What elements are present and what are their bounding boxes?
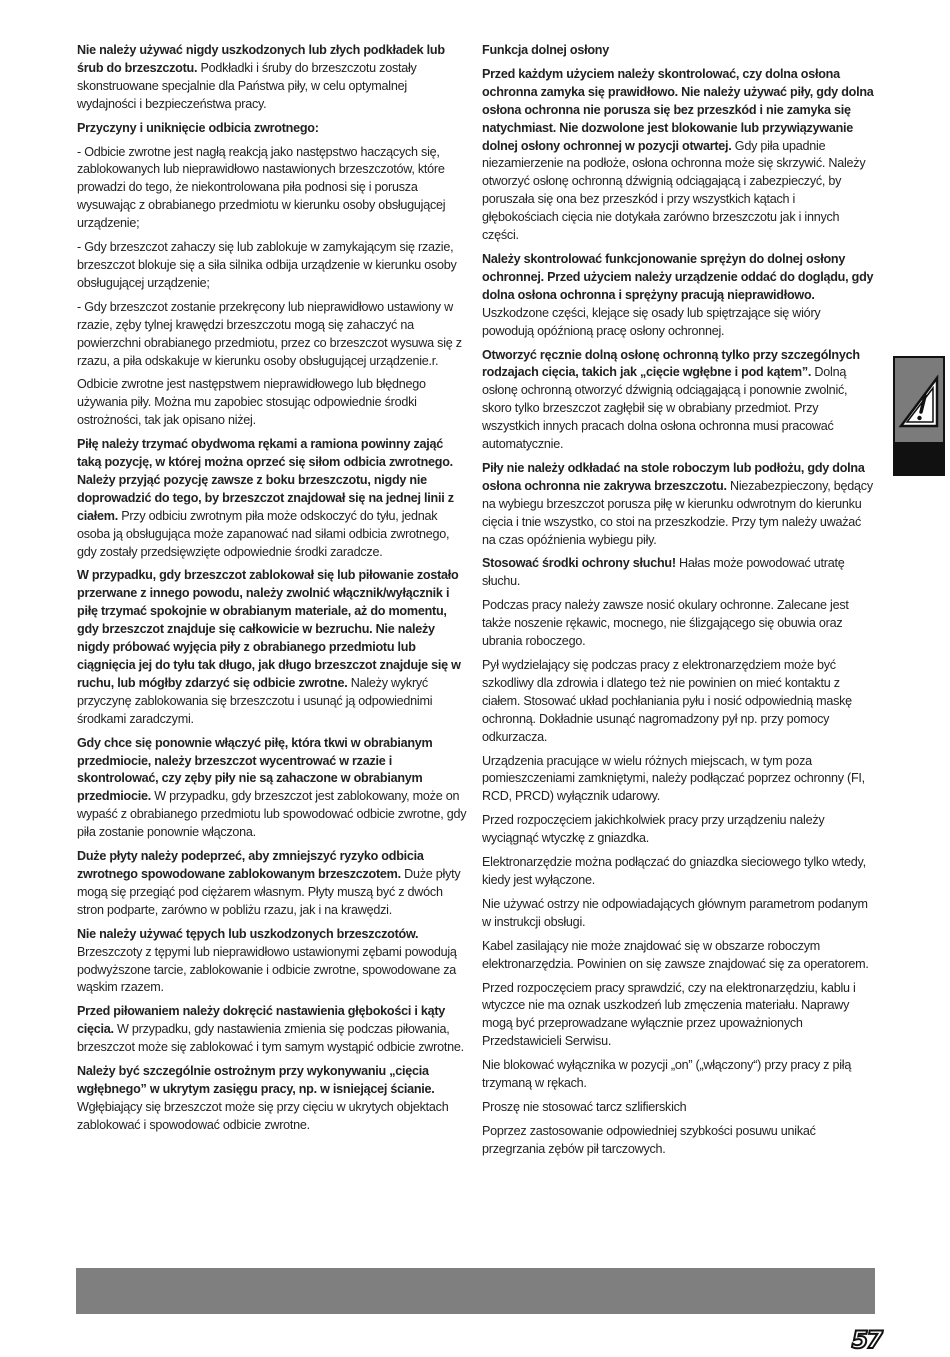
bold-text: Stosować środki ochrony słuchu! — [482, 556, 676, 571]
bold-text: Przed piłowaniem należy dokręcić nastawienia głębokości i kąty cięcia. — [77, 1004, 446, 1037]
bold-text: Należy być szczególnie ostrożnym przy wykonywaniu „cięcia wgłębnego” w ukrytym zasięgu pracy, np. w isniejącej ścianie. — [77, 1064, 435, 1096]
body-text: Odbicie zwrotne jest następstwem nieprawidłowego lub błędnego używania piły. Można mu zapobiec stosując odpowiednie środki ostrożności, tak jak opisano niżej. — [77, 377, 426, 428]
paragraph — [482, 657, 874, 747]
right-column — [482, 42, 874, 1165]
body-text: - Gdy brzeszczot zahaczy się lub zablokuje w zamykającym się rzazie, brzeszczot blokuje się a siła silnika odbija urządzenie w kierunku osoby obsługującej urządzenie; — [77, 240, 457, 290]
body-text: Przed rozpoczęciem jakichkolwiek pracy przy urządzeniu należy wyciągnąć wtyczkę z gniazdka. — [482, 813, 825, 846]
paragraph — [77, 239, 469, 293]
bold-text: Piły nie należy odkładać na stole roboczym lub podłożu, gdy dolna osłona ochronna nie zakrywa brzeszczotu. — [482, 460, 865, 493]
paragraph — [482, 42, 874, 60]
left-column — [77, 42, 469, 1141]
body-text: W przypadku, gdy brzeszczot jest zablokowany, może on wypaść z obrabianego przedmiotu lub spowodować odbicie zwrotne, gdy piła zostanie ponownie włączona. — [77, 789, 467, 840]
paragraph — [77, 436, 469, 561]
body-text: Poprzez zastosowanie odpowiedniej szybkości posuwu unikać przegrzania zębów pił tarczowych. — [482, 1123, 816, 1156]
paragraph — [482, 1057, 874, 1093]
exclamation-triangle-icon — [897, 372, 941, 432]
paragraph — [77, 120, 469, 138]
paragraph — [482, 251, 874, 341]
body-text: Należy wykryć przyczynę zablokowania się brzeszczotu i usunąć ją odpowiednimi środkami zaradczymi. — [77, 675, 433, 726]
body-text: Podczas pracy należy zawsze nosić okulary ochronne. Zalecane jest także noszenie rękawic, mocnego, nie ślizgającego się obuwia oraz ubrania roboczego. — [482, 598, 849, 649]
paragraph — [482, 1123, 874, 1159]
bold-text: Gdy chce się ponownie włączyć piłę, która tkwi w obrabianym przedmiocie, należy brzeszczot wycentrować w rzazie i skontrolować, czy zęby piły nie są zahaczone w obrabianym przedmiocie. — [77, 735, 433, 804]
bold-text: Duże płyty należy podeprzeć, aby zmniejszyć ryzyko odbicia zwrotnego spowodowane zablokowanym brzeszczotem. — [77, 849, 424, 881]
body-text: W przypadku, gdy nastawienia zmienia się podczas piłowania, brzeszczot może się zablokować i tym samym wystąpić odbicie zwrotne. — [77, 1022, 464, 1055]
body-text: - Odbicie zwrotne jest nagłą reakcją jako następstwo haczących się, zablokowanych lub nieprawidłowo nastawionych brzeszczotów, które prowadzi do tego, że niekontrolowana piła podnosi się i porusza wysuwając z obrabianego przedmiotu w kierunku osoby obsługującej urządzenie; — [77, 144, 446, 231]
paragraph — [482, 854, 874, 890]
paragraph — [482, 753, 874, 807]
body-text: Duże płyty mogą się przegiąć pod ciężarem własnym. Płyty muszą być z dwóch stron podparte, zarówno w pobliżu rzazu, jak i na krawędzi. — [77, 866, 461, 917]
bold-text: Funkcja dolnej osłony — [482, 43, 610, 57]
bold-text: Piłę należy trzymać obydwoma rękami a ramiona powinny zająć taką pozycję, w której można oprzeć się siłom odbicia zwrotnego. Należy przyjąć pozycję zawsze z boku brzeszczotu, nigdy nie doprowadzić do tego, by brzeszczot znajdował się na jednej linii z ciałem. — [77, 437, 454, 523]
body-text: Przed rozpoczęciem pracy sprawdzić, czy na elektronarzędziu, kablu i wtyczce nie ma oznak uszkodzeń lub zmęczenia materiału. Naprawy mogą być przeprowadzane wyłącznie przez upoważnionych Przedstawicieli Serwisu. — [482, 980, 856, 1049]
bold-text: Nie należy używać tępych lub uszkodzonych brzeszczotów. — [77, 926, 419, 941]
paragraph — [482, 597, 874, 651]
body-text: Kabel zasilający nie może znajdować się w obszarze roboczym elektronarzędzia. Powinien on się zawsze znajdować się za operatorem. — [482, 938, 869, 971]
body-text: Proszę nie stosować tarcz szlifierskich — [482, 1099, 687, 1114]
body-text: Urządzenia pracujące w wielu różnych miejscach, w tym poza pomieszczeniami zamkniętymi, należy podłączać poprzez ochronny (FI, RCD, PRCD) wyłącznik udarowy. — [482, 753, 865, 804]
paragraph — [77, 42, 469, 114]
body-text: Podkładki i śruby do brzeszczotu zostały skonstruowane specjalnie dla Państwa piły, w celu optymalnej wydajności i bezpieczeństwa pracy. — [77, 60, 417, 111]
body-text: Przy odbiciu zwrotnym piła może odskoczyć do tyłu, jednak osoba ją obsługująca może zapanować nad siłami odbicia zwrotnego, gdy zostały przedsięwzięte odpowiednie środki zaradcze. — [77, 508, 450, 559]
paragraph — [77, 144, 469, 234]
paragraph — [77, 848, 469, 920]
body-text: Nie blokować wyłącznika w pozycji „on” („włączony“) przy pracy z piłą trzymaną w rękach. — [482, 1058, 852, 1091]
paragraph — [482, 460, 874, 550]
paragraph — [77, 735, 469, 842]
bold-text: Przed każdym użyciem należy skontrolować, czy dolna osłona ochronna zamyka się prawidłowo. Nie należy używać piły, gdy dolna osłona ochronna nie porusza się bez przeszkód i nie zamyka się natychmiast. Nie dozwolone jest blokowanie lub przywiązywanie dolnej osłony ochronnej w pozycji otwartej. — [482, 66, 874, 153]
paragraph — [482, 555, 874, 591]
body-text: Pył wydzielający się podczas pracy z elektronarzędziem może być szkodliwy dla zdrowia i dlatego też nie powinien on mieć kontaktu z ciałem. Stosować układ pochłaniania pyłu i nosić odpowiednią maskę ochronną. Dokładnie usunąć nagromadzony pył np. przy pomocy odkurzacza. — [482, 658, 852, 744]
paragraph — [77, 376, 469, 430]
body-text: Brzeszczoty z tępymi lub nieprawidłowo ustawionymi zębami powodują podwyższone tarcie, zablokowanie i odbicie zwrotne, spowodowane za wąskim rzazem. — [77, 944, 457, 995]
paragraph — [77, 299, 469, 371]
body-text: Wgłębiający się brzeszczot może się przy cięciu w ukrytych objektach zablokować i spowodować odbicie zwrotne. — [77, 1099, 449, 1132]
paragraph — [77, 926, 469, 998]
body-text: Hałas może powodować utratę słuchu. — [482, 556, 845, 589]
warning-tab — [895, 358, 943, 442]
body-text: Nie używać ostrzy nie odpowiadających głównym parametrom podanym w instrukcji obsługi. — [482, 896, 868, 929]
bold-text: Otworzyć ręcznie dolną osłonę ochronną tylko przy szczególnych rodzajach cięcia, takich jak „cięcie wgłębne i pod kątem”. — [482, 347, 860, 380]
paragraph — [77, 1063, 469, 1135]
paragraph — [482, 347, 874, 454]
bold-text: W przypadku, gdy brzeszczot zablokował się lub piłowanie zostało przerwane z innego powodu, należy zwolnić włącznik/wyłącznik i piłę trzymać spokojnie w obrabianym materiale, aż do momentu, gdy brzeszczot znajduje się całkowicie w bezruchu. Nie należy nigdy próbować wyjęcia piły z obrabianego przedmiotu lub ciągnięcia jej do tyłu tak długo, jak długo brzeszczot znajduje się w ruchu, lub mógłby zdarzyć się odbicie zwrotne. — [77, 568, 461, 690]
footer-bar — [76, 1268, 875, 1314]
paragraph — [482, 938, 874, 974]
paragraph — [77, 1003, 469, 1057]
bold-text: Należy skontrolować funkcjonowanie sprężyn do dolnej osłony ochronnej. Przed użyciem należy urządzenie oddać do doglądu, gdy dolna osłona ochronna i sprężyny pracują nieprawidłowo. — [482, 251, 874, 302]
body-text: Uszkodzone części, klejące się osady lub spiętrzające się wióry powodują opóźnioną pracę osłony ochronnej. — [482, 305, 821, 338]
paragraph — [482, 980, 874, 1052]
body-text: Dolną osłonę ochronną otworzyć dźwignią odciągającą i ponownie zwolnić, skoro tylko brzeszczot zagłębił się w obrabiany przedmiot. Przy wszystkich innych pracach dolna osłona ochronna musi pracować automatycznie. — [482, 365, 848, 452]
bold-text: Nie należy używać nigdy uszkodzonych lub złych podkładek lub śrub do brzeszczotu. — [77, 43, 445, 75]
paragraph — [482, 812, 874, 848]
paragraph — [482, 66, 874, 245]
paragraph — [77, 567, 469, 728]
paragraph — [482, 1099, 874, 1117]
body-text: - Gdy brzeszczot zostanie przekręcony lub nieprawidłowo ustawiony w rzazie, zęby tylnej krawędzi brzeszczotu mogą się zahaczyć na powierzchni obrabianego przedmiotu, przez co brzeszczot wysuwa się z rzazu, a piła odskakuje w kierunku osoby obsługującej urządzenie.r. — [77, 299, 462, 368]
bold-text: Przyczyny i uniknięcie odbicia zwrotnego: — [77, 120, 319, 135]
body-text: Gdy piła upadnie niezamierzenie na podłoże, osłona ochronna może się skrzywić. Należy otworzyć osłonę ochronną dźwignią odciągającą i zabezpieczyć, by poruszała się ona bez przeszkód i przy wszystkich kątach i głębokościach cięcia nie dotykała zarówno brzeszczotu jak i innych części. — [482, 138, 866, 243]
paragraph — [482, 896, 874, 932]
body-text: Elektronarzędzie można podłączać do gniazdka sieciowego tylko wtedy, kiedy jest wyłączone. — [482, 855, 866, 887]
body-text: Niezabezpieczony, będący na wybiegu brzeszczot porusza piłę w kierunku odwrotnym do kierunku cięcia i tnie wszystko, co stoi na przeszkodzie. Przy tym należy uważać na czas opóźnienia wybiegu piły. — [482, 478, 873, 547]
page-number: 57 — [851, 1326, 881, 1354]
